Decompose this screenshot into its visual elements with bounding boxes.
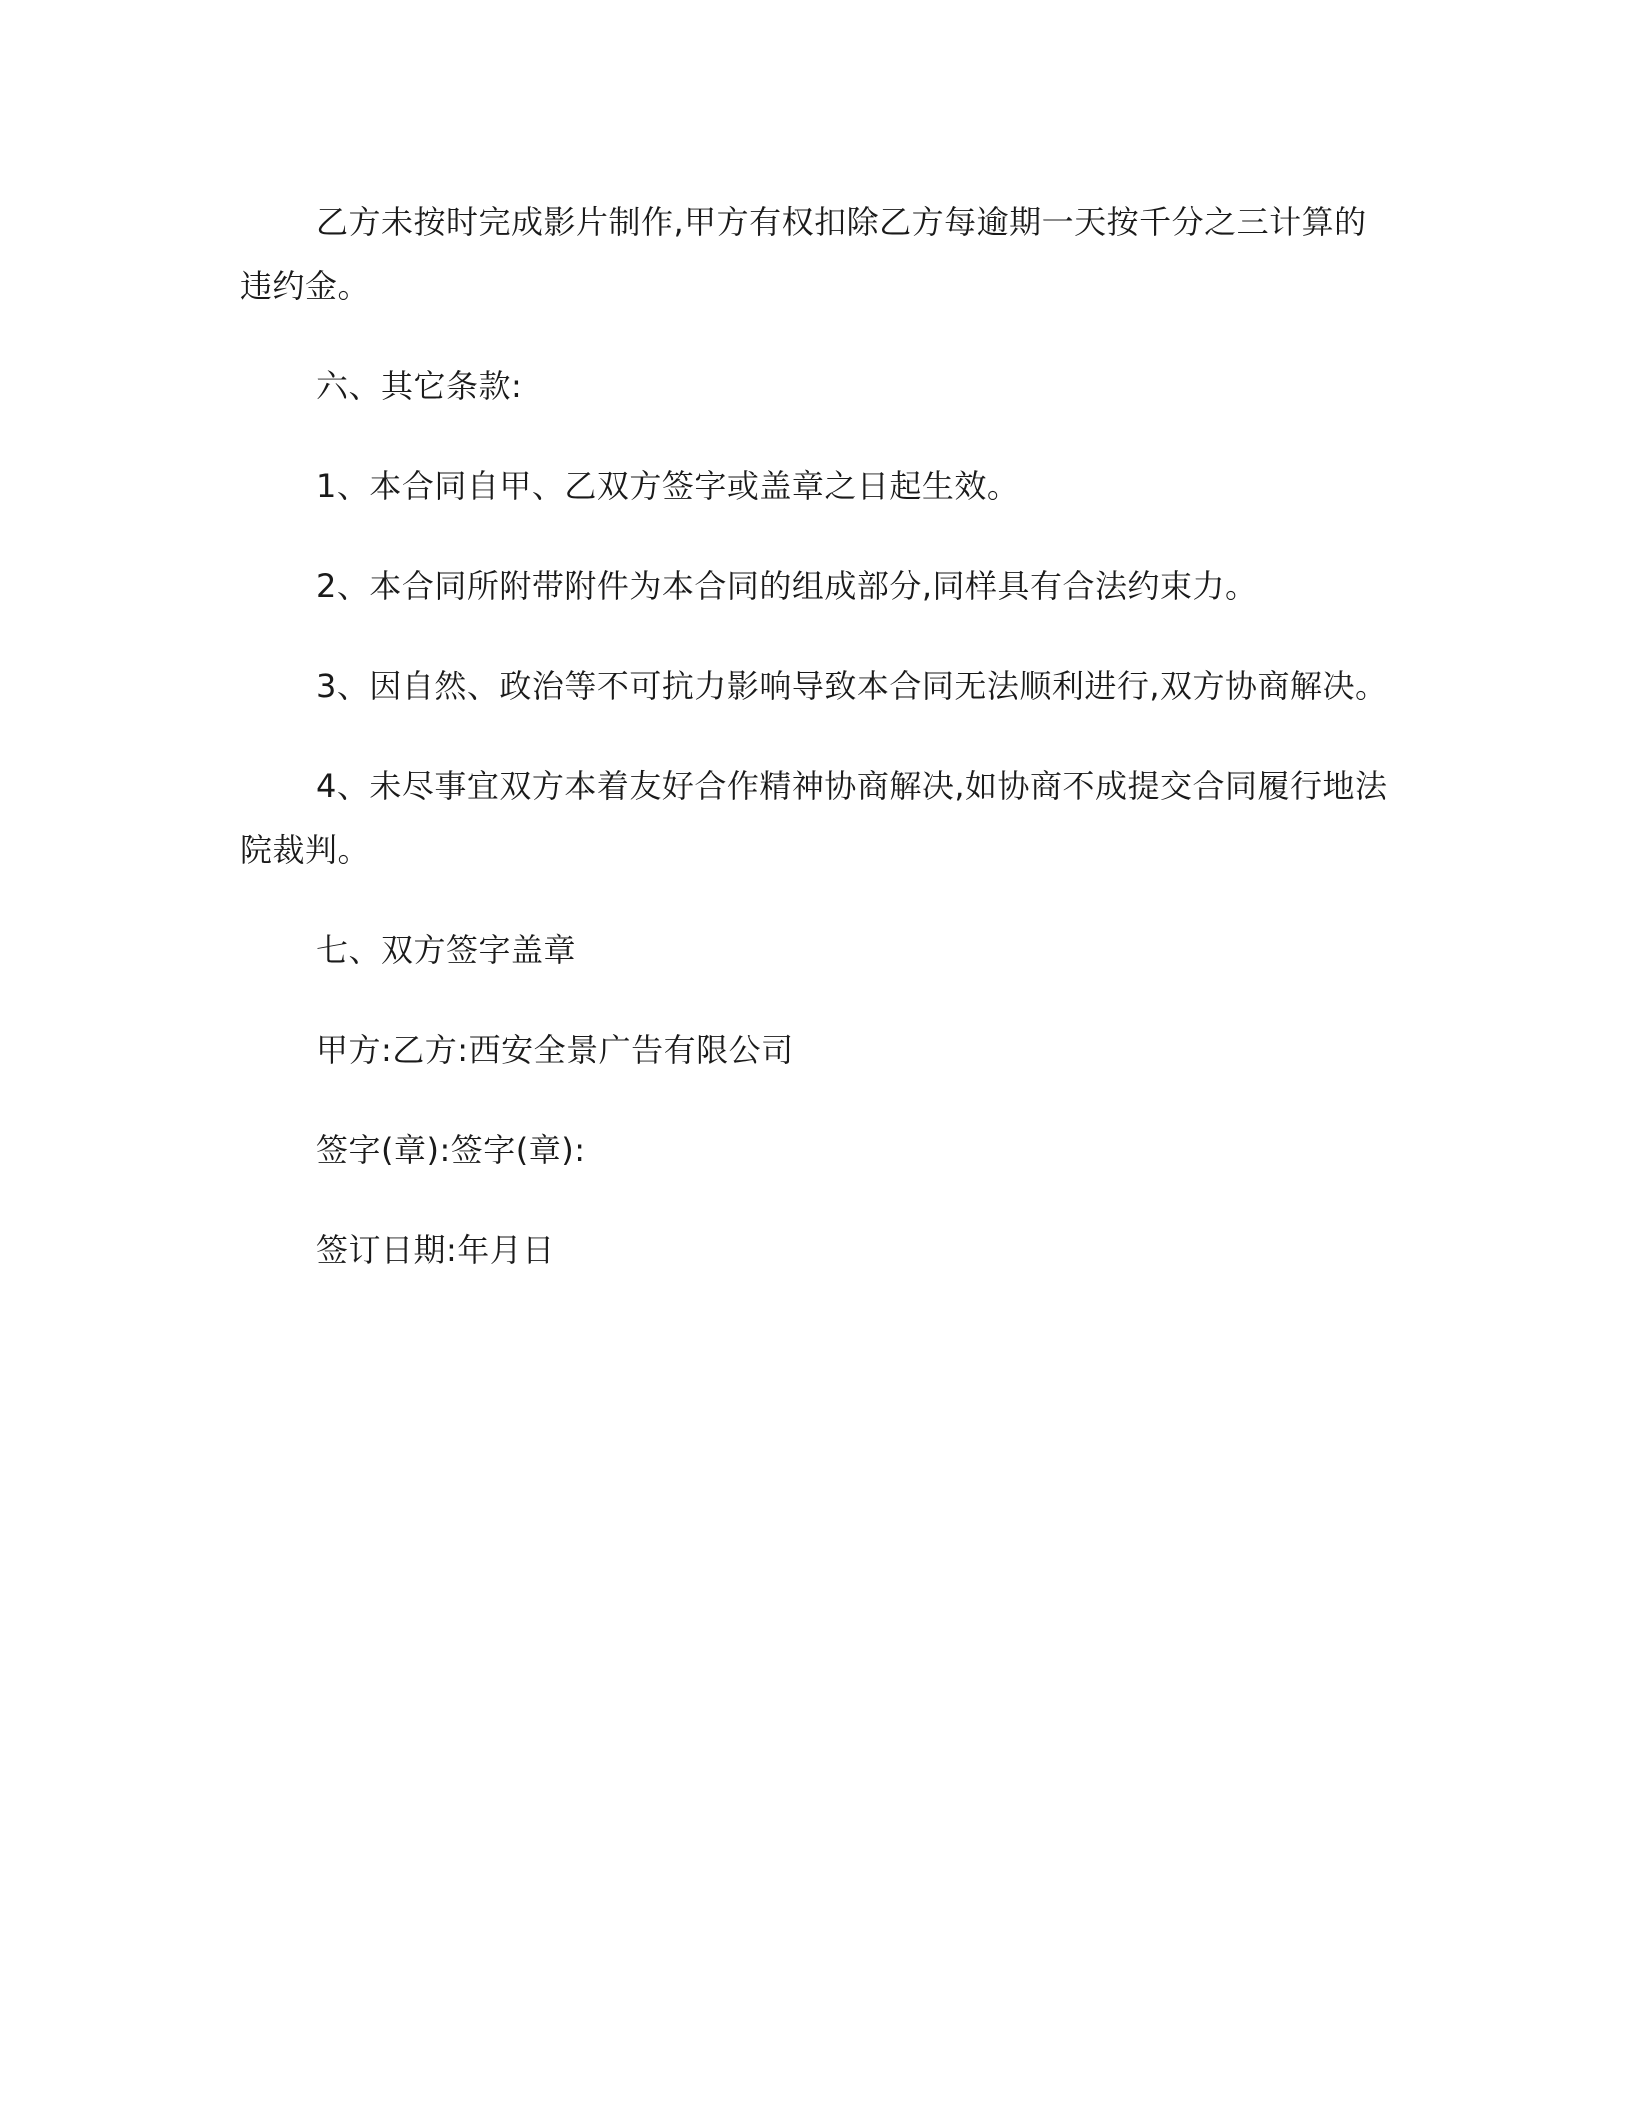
clause-2-paragraph: 2、本合同所附带附件为本合同的组成部分,同样具有合法约束力。 bbox=[316, 567, 1258, 605]
signing-date-line: 签订日期:年月日 bbox=[316, 1231, 555, 1269]
document-body bbox=[240, 190, 1390, 1318]
section-seven-heading: 七、双方签字盖章 bbox=[316, 931, 577, 969]
clause-1-paragraph: 1、本合同自甲、乙双方签字或盖章之日起生效。 bbox=[316, 467, 1020, 505]
section-six-heading: 六、其它条款: bbox=[316, 367, 523, 405]
clause-4-paragraph: 4、未尽事宜双方本着友好合作精神协商解决,如协商不成提交合同履行地法院裁判。 bbox=[240, 767, 1388, 869]
clause-3-paragraph: 3、因自然、政治等不可抗力影响导致本合同无法顺利进行,双方协商解决。 bbox=[316, 667, 1388, 705]
penalty-clause-paragraph: 乙方未按时完成影片制作,甲方有权扣除乙方每逾期一天按千分之三计算的违约金。 bbox=[240, 203, 1367, 305]
parties-line: 甲方:乙方:西安全景广告有限公司 bbox=[316, 1031, 794, 1069]
signature-line: 签字(章):签字(章): bbox=[316, 1131, 586, 1169]
